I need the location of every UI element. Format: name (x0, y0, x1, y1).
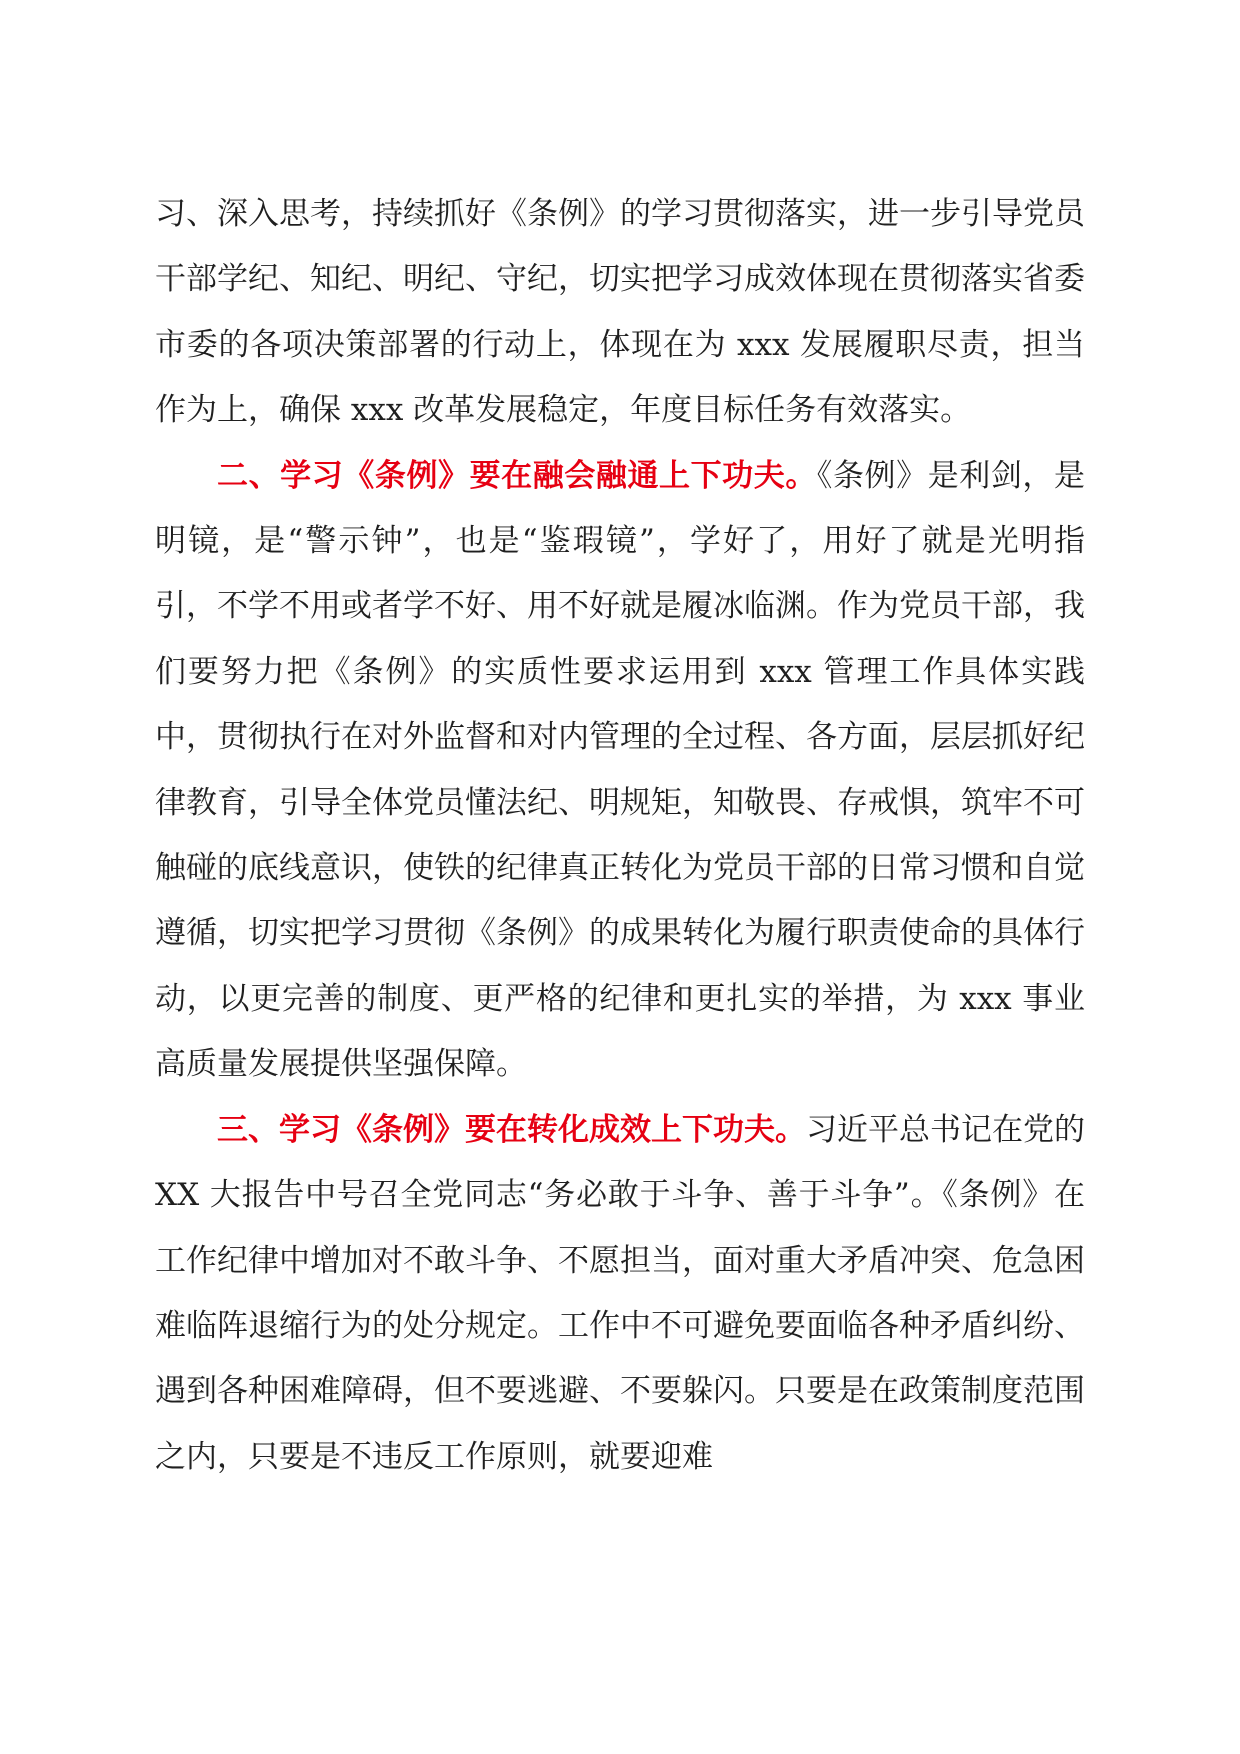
paragraph-continuation (155, 182, 1085, 444)
section-heading: 三、学习《条例》要在转化成效上下功夫。 (217, 1111, 806, 1148)
paragraph-body: 习近平总书记在党的 XX 大报告中号召全党同志“务必敢于斗争、善于斗争”。《条例》在工作纪律中增加对不敢斗争、不愿担当，面对重大矛盾冲突、危急困难临阵退缩行为的处分规定。工作中不可避免要面临各种矛盾纠纷、遇到各种困难障碍，但不要逃避、不要躲闪。只要是在政策制度范围之内，只要是不违反工作原则，就要迎难 (155, 1111, 1085, 1475)
document-body (155, 182, 1085, 1490)
paragraph-section-2 (155, 444, 1085, 1098)
paragraph-body: 习、深入思考，持续抓好《条例》的学习贯彻落实，进一步引导党员干部学纪、知纪、明纪、守纪，切实把学习成效体现在贯彻落实省委市委的各项决策部署的行动上，体现在为 xxx 发展履职尽责，担当作为上，确保 xxx 改革发展稳定，年度目标任务有效落实。 (155, 196, 1085, 429)
paragraph-body: 《条例》是利剑，是明镜，是“警示钟”，也是“鉴瑕镜”，学好了，用好了就是光明指引，不学不用或者学不好、用不好就是履冰临渊。作为党员干部，我们要努力把《条例》的实质性要求运用到 xxx 管理工作具体实践中，贯彻执行在对外监督和对内管理的全过程、各方面，层层抓好纪律教育，引导全体党员懂法纪、明规矩，知敬畏、存戒惧，筑牢不可触碰的底线意识，使铁的纪律真正转化为党员干部的日常习惯和自觉遵循，切实把学习贯彻《条例》的成果转化为履行职责使命的具体行动，以更完善的制度、更严格的纪律和更扎实的举措，为 xxx 事业高质量发展提供坚强保障。 (155, 457, 1085, 1083)
paragraph-section-3 (155, 1098, 1085, 1490)
section-heading: 二、学习《条例》要在融会融通上下功夫。 (217, 457, 817, 494)
